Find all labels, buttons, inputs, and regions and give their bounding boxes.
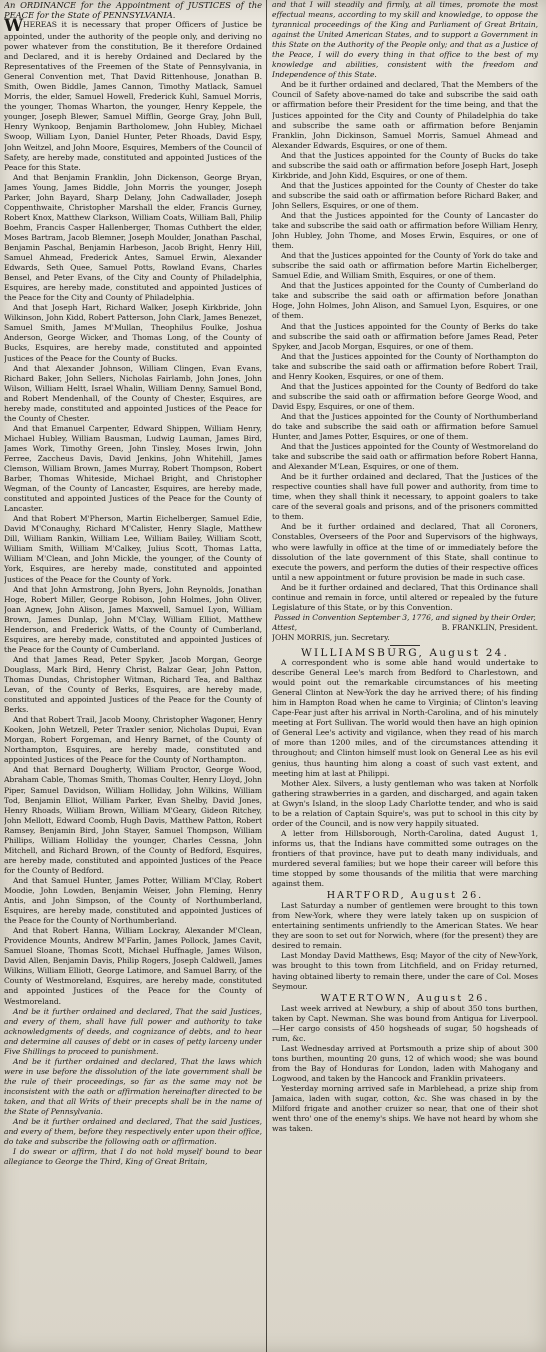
northumberland-oath: And that the Justices appointed for the County of Northumberland do take and subscribe the said oath or affirmation before Samuel Hunter, and James Potter, Esquires, or one of them. xyxy=(272,411,538,442)
williamsburg-item-3: A letter from Hillsborough, North-Carolina, dated August 1, informs us, that the Indians have committed some outrages on the frontiers of that province, have put to death many individuals, and murdered several families; but we hope their career will before this time stopped by some thousands of the militia that were marching against them. xyxy=(272,828,538,889)
berks-oath: And that the Justices appointed for the County of Berks do take and subscribe the said oath or affirmation before James Read, Peter Spyker, and Jacob Morgan, Esquires, or one of them. xyxy=(272,321,538,351)
council-oath-clause: And be it further ordained and declared, That the Members of the Council of Safety above-named do take and subscribe the said oath or affirmation before their President for the time being, and that the Justices appointed for the City and County of Philadelphia do take and subscribe the same oath or affirmation before Benjamin Franklin, John Dickinson, Samuel Morris, Samuel Ahmead and Alexander Edwards, Esquires, or one of them. xyxy=(272,80,538,150)
bucks-oath: And that the Justices appointed for the County of Bucks do take and subscribe the said oath or affirmation before Joseph Hart, Joseph Kirkbride, and John Kidd, Esquires, or one of them. xyxy=(272,150,538,180)
york-justices: And that Robert M'Pherson, Martin Eichelberger, Samuel Edie, David M'Conaughy, Richard M'Calister, Henry Slagle, Matthew Dill, William Rankin, William Lee, William Bailey, William Scott, William Smith, William M'Calkey, Julius Scott, Thomas Latta, William M'Clean, and John Mickle, the younger, of the County of York, Esquires, are hereby made, constituted and appointed Justices of the Peace for the County of York. xyxy=(4,514,262,584)
lancaster-justices: And that Emanuel Carpenter, Edward Shippen, William Henry, Michael Hubley, William Bausman, Ludwig Lauman, James Bird, James Work, Timothy Green, John Tinsley, Moses Irwin, John Ferree, Zaccheus Davis, David Jenkins, John Whitehill, James Clemson, William Brown, James Murray, Robert Thompson, Robert Barber, Thomas Whiteside, Michael Bright, and Christopher Wegman, of the County of Lancaster, Esquires, are hereby made, constituted and appointed Justices of the Peace for the County of Lancaster. xyxy=(4,423,262,514)
section-divider xyxy=(390,645,420,646)
berks-justices: And that James Read, Peter Spyker, Jacob Morgan, George Douglass, Mark Bird, Henry Christ, Balzar Gear, John Patton, Thomas Dundas, Christopher Witman, Richard Tea, and Balthaz Levan, of the County of Berks, Esquires, are hereby made, constituted and appointed Justices of the Peace for the County of Berks. xyxy=(4,654,262,715)
hartford-heading: HARTFORD, August 26. xyxy=(326,890,484,902)
ordinance-title: An ORDINANCE for the Appointment of JUSTICES of the PEACE for the State of PENNSYLVANIA. xyxy=(4,0,262,20)
passed-line: Passed in Convention September 3, 1776, and signed by their Order, xyxy=(274,612,536,622)
watertown-item-2: Last Wednesday arrived at Portsmouth a prize ship of about 300 tons burthen, mounting 20 guns, 12 of which wood; she was bound from the Bay of Honduras for London, laden with Mahogany and Logwood, and taken by the Hancock and Franklin privateers. xyxy=(272,1043,538,1083)
york-oath: And that the Justices appointed for the County of York do take and subscribe the said oath or affirmation before Martin Eichelberger, Samuel Edie, and William Smith, Esquires, or one of them. xyxy=(272,251,538,281)
duration-clause: And be it further ordained and declared, That this Ordinance shall continue and remain in force, until altered or repealed by the future Legislature of this State, or by this Convention. xyxy=(272,582,538,612)
preamble-text: HEREAS it is necessary that proper Officers of Justice be appointed, under the authority of the people only, and deriving no power whatever from the constitution, Be it therefore Ordained and Declared, and it is hereby Ordained and Declared by the Representatives of the Freemen of the State of Pennsylvania, in General Convention met, That David Rittenhouse, Jonathan B. Smith, Owen Biddle, James Cannon, Timothy Matlack, Samuel Morris, the elder, Samuel Howell, Frederick Kuhl, Samuel Morris, the younger, Thomas Wharton, the younger, Henry Keppele, the younger, Joseph Blewer, Samuel Mifflin, George Gray, John Bull, Henry Wynkoop, Benjamin Bartholomew, John Hubley, Michael Swoop, William Lyon, Daniel Hunter, Peter Rhoads, David Espy, John Weitzel, and John Moore, Esquires, Members of the Council of Safety, are hereby made, constituted and appointed Justices of the Peace for this State. xyxy=(4,20,262,172)
left-column xyxy=(4,0,262,1352)
oath-text: I do swear or affirm, that I do not hold myself bound to bear allegiance to George the Third, King of Great Britain, xyxy=(4,1147,262,1167)
signature-line xyxy=(272,623,538,633)
watertown-item-1: Last week arrived at Newbury, a ship of about 350 tons burthen, taken by Capt. Newman. She was bound from Antigua for Liverpool.—Her cargo consists of 450 hogsheads of sugar, 50 hogsheads of rum, &c. xyxy=(272,1003,538,1043)
williamsburg-heading: WILLIAMSBURG, August 24. xyxy=(301,647,509,659)
chester-oath: And that the Justices appointed for the County of Chester do take and subscribe the said oath or affirmation before Richard Baker, and John Sellers, Esquires, or one of them. xyxy=(272,180,538,210)
cumberland-oath: And that the Justices appointed for the County of Cumberland do take and subscribe the said oath or affirmation before Jonathan Hoge, John Holmes, John Alison, and Samuel Lyon, Esquires, or one of them. xyxy=(272,281,538,321)
northampton-oath: And that the Justices appointed for the County of Northampton do take and subscribe the said oath or affirmation before Robert Trail, and Henry Kooken, Esquires, or one of them. xyxy=(272,351,538,381)
watertown-item-3: Yesterday morning arrived safe in Marblehead, a prize ship from Jamaica, laden with sugar, cotton, &c. She was chased in by the Milford frigate and another cruizer so near, that one of their shot went thro' one of the enemy's ships. We have not heard by whom she was taken. xyxy=(272,1084,538,1134)
attest-label: Attest, xyxy=(272,622,297,632)
philadelphia-justices: And that Benjamin Franklin, John Dickenson, George Bryan, James Young, James Biddle, John Morris the younger, Joseph Parker, John Bayard, Sharp Delany, John Cadwallader, Joseph Coppenthwaite, Christopher Marshall the elder, Francis Gurney, Robert Knox, Matthew Clarkson, William Coats, William Ball, Philip Boehm, Francis Casper Hallenberger, Thomas Cuthbert the elder, Moses Bartram, Jacob Blemner, Joseph Moulder, Jonathan Paschal, Benjamin Paschal, Benjamin Harbeson, Jacob Bright, Henry Hill, Samuel Ahmead, Frederick Antes, Samuel Erwin, Alexander Edwards, Seth Quee, Samuel Potts, Rowland Evans, Charles Bensel, and Peter Evans, of the City and County of Philadelphia, Esquires, are hereby made, constituted and appointed Justices of the Peace for the City and County of Philadelphia. xyxy=(4,172,262,303)
laws-clause: And be it further ordained and declared, That the laws which were in use before the dissolution of the late government shall be the rule of their proceedings, so far as the same may not be inconsistent with the oath or affirmation hereinafter directed to be taken, and that all Writs of their precepts shall be in the name of the State of Pennsylvania. xyxy=(4,1056,262,1117)
oath-continued: and that I will steadily and firmly, at all times, promote the most effectual means, according to my skill and knowledge, to oppose the tyrannical proceedings of the King and Parliament of Great Britain, against the United American States, and to support a Government in this State on the Authority of the People only; and that as a Justice of the Peace, I will do every thing in that office to the best of my knowledge and abilities, consistent with the freedom and Independence of this State. xyxy=(272,0,538,80)
cumberland-justices: And that John Armstrong, John Byers, John Reynolds, Jonathan Hoge, Robert Miller, George Robison, John Holmes, John Oliver, Joan Agnew, John Alison, James Maxwell, Samuel Lyon, William Brown, James Dunlap, John M'Clay, William Elliot, Matthew Henderson, and Frederick Watts, of the County of Cumberland, Esquires, are hereby made, constituted and appointed Justices of the Peace for the County of Cumberland. xyxy=(4,584,262,654)
bucks-justices: And that Joseph Hart, Richard Walker, Joseph Kirkbride, John Wilkinson, John Kidd, Robert Patterson, John Clark, James Benezet, Samuel Smith, James M'Mullan, Theophilus Foulke, Joshua Anderson, George Wicker, and Thomas Long, of the County of Bucks, Esquires, are hereby made, constituted and appointed Justices of the Peace for the County of Bucks. xyxy=(4,303,262,363)
hartford-item-1: Last Saturday a number of gentlemen were brought to this town from New-York, where they were lately taken up on suspicion of entertaining sentiments unfriendly to the American States. We hear they are soon to set out for Norwich, where (for the present) they are desired to remain. xyxy=(272,901,538,951)
drop-cap: W xyxy=(4,16,24,36)
president-signature: B. FRANKLIN, President. xyxy=(441,622,538,632)
bedford-justices: And that Bernard Dougherty, William Proctor, George Wood, Abraham Cable, Thomas Smith, Thomas Coulter, Henry Lloyd, John Piper, Samuel Davidson, William Holliday, John Wilkins, William Tod, Benjamin Elliot, William Parker, Evan Shelby, David Jones, Henry Rhoads, William Brown, William M'Geary, Gideon Ritchey, John Mellott, Edward Coomb, Hugh Davis, Matthew Patton, Robert Ramsey, Benjamin Bird, John Stayer, Samuel Thompson, William Phillips, William Holliday the younger, Charles Cessna, John Mitchell, and Richard Brown, of the County of Bedford, Esquires, are hereby made, constituted and appointed Justices of the Peace for the County of Bedford. xyxy=(4,765,262,875)
northampton-justices: And that Robert Trail, Jacob Moony, Christopher Wagoner, Henry Kooken, John Wetzell, Peter Traxler senior, Nicholas Dupui, Evan Morgan, Robert Forgeman, and Henry Barnet, of the County of Northampton, Esquires, are hereby made, constituted and appointed Justices of the Peace for the County of Northampton. xyxy=(4,715,262,765)
goalers-clause: And be it further ordained and declared, That the Justices of the respective counties shall have full power and authority, from time to time, when they shall think it necessary, to appoint goalers to take care of the several goals and prisons, and of the prisoners committed to them. xyxy=(272,472,538,522)
right-column xyxy=(272,0,538,1352)
watertown-heading: WATERTOWN, August 26. xyxy=(320,992,490,1004)
column-rule xyxy=(266,0,267,1352)
williamsburg-item-2: Mother Alex. Silvers, a lusty gentleman who was taken at Norfolk gathering strawberries in a garden, and discharged, and again taken at Gwyn's Island, in the sloop Lady Charlotte tender, and who is said to be a relation of Captain Squire's, was put to school in this city by order of the Council, and is now very happily situated. xyxy=(272,778,538,828)
powers-clause: And be it further ordained and declared, That the said Justices, and every of them, shall have full power and authority to take acknowledgments of deeds, and cognizance of debts, and to hear and determine all causes of debt or in cases of petty larceny under Five Shillings to proceed to punishment. xyxy=(4,1006,262,1056)
hartford-item-2: Last Monday David Matthews, Esq; Mayor of the city of New-York, was brought to this town from Litchfield, and on Friday returned, having obtained liberty to remain there, under the care of Col. Moses Seymour. xyxy=(272,951,538,991)
officers-clause: And be it further ordained and declared, That all Coroners, Constables, Overseers of the Poor and Supervisors of the highways, who were lawfully in office at the time of or immediately before the dissolution of the late government of this State, shall continue to execute the powers, and perform the duties of their respective offices until a new appointment or future provision be made in such case. xyxy=(272,522,538,582)
westmoreland-justices: And that Robert Hanna, William Lockray, Alexander M'Clean, Providence Mounts, Andrew M'Farlin, James Pollock, James Cavit, Samuel Sloane, Thomas Scott, Michael Huffnagle, James Wilson, David Allen, Benjamin Davis, Philip Rogers, Joseph Caldwell, James Wilkins, William Elliott, George Latimore, and Samuel Barry, of the County of Westmoreland, Esquires, are hereby made, constituted and appointed Justices of the Peace for the County of Westmoreland. xyxy=(4,926,262,1006)
lancaster-oath: And that the Justices appointed for the County of Lancaster do take and subscribe the said oath or affirmation before William Henry, John Hubley, John Thome, and Moses Erwin, Esquires, or one of them. xyxy=(272,210,538,251)
williamsburg-item-1: A correspondent who is some able hand would undertake to describe General Lee's march from Bedford to Charlestown, and would point out the remarkable circumstances of his meeting General Clinton at New-York the day he arrived there; of his finding him in Hampton Road when he came to Virginia; of Clinton's leaving Cape-Fear just after his arrival in North-Carolina, and of his minutely meeting at Fort Sullivan. The world would then have an high opinion of General Lee's activity and vigilance, when they read of his march of more than 1200 miles, and of the circumstances attending it throughout; and Clinton himself must look on General Lee as his evil genius, thus haunting him along a coast of such vast extent, and meeting him at last at Philippi. xyxy=(272,658,538,778)
northumberland-justices: And that Samuel Hunter, James Potter, William M'Clay, Robert Moodie, John Lowden, Benjamin Weiser, John Fleming, Henry Antis, and John Simpson, of the County of Northumberland, Esquires, are hereby made, constituted and appointed Justices of the Peace for the County of Northumberland. xyxy=(4,875,262,926)
secretary-signature: JOHN MORRIS, jun. Secretary. xyxy=(272,632,390,642)
ordinance-preamble xyxy=(4,16,262,173)
westmoreland-oath: And that the Justices appointed for the County of Westmoreland do take and subscribe the said oath or affirmation before Robert Hanna, and Alexander M'Lean, Esquires, or one of them. xyxy=(272,442,538,472)
chester-justices: And that Alexander Johnson, William Clingen, Evan Evans, Richard Baker, John Sellers, Nicholas Fairlamb, John Jones, John Wilson, William Heltt, Israel Whalin, William Denny, Samuel Bond, and Robert Mendenhall, of the County of Chester, Esquires, are hereby made, constituted and appointed Justices of the Peace for the County of Chester. xyxy=(4,363,262,423)
bedford-oath: And that the Justices appointed for the County of Bedford do take and subscribe the said oath or affirmation before George Wood, and David Espy, Esquires, or one of them. xyxy=(272,381,538,411)
oath-clause: And be it further ordained and declared, That the said Justices, and every of them, before they respectively enter upon their office, do take and subscribe the following oath or affirmation. xyxy=(4,1117,262,1147)
